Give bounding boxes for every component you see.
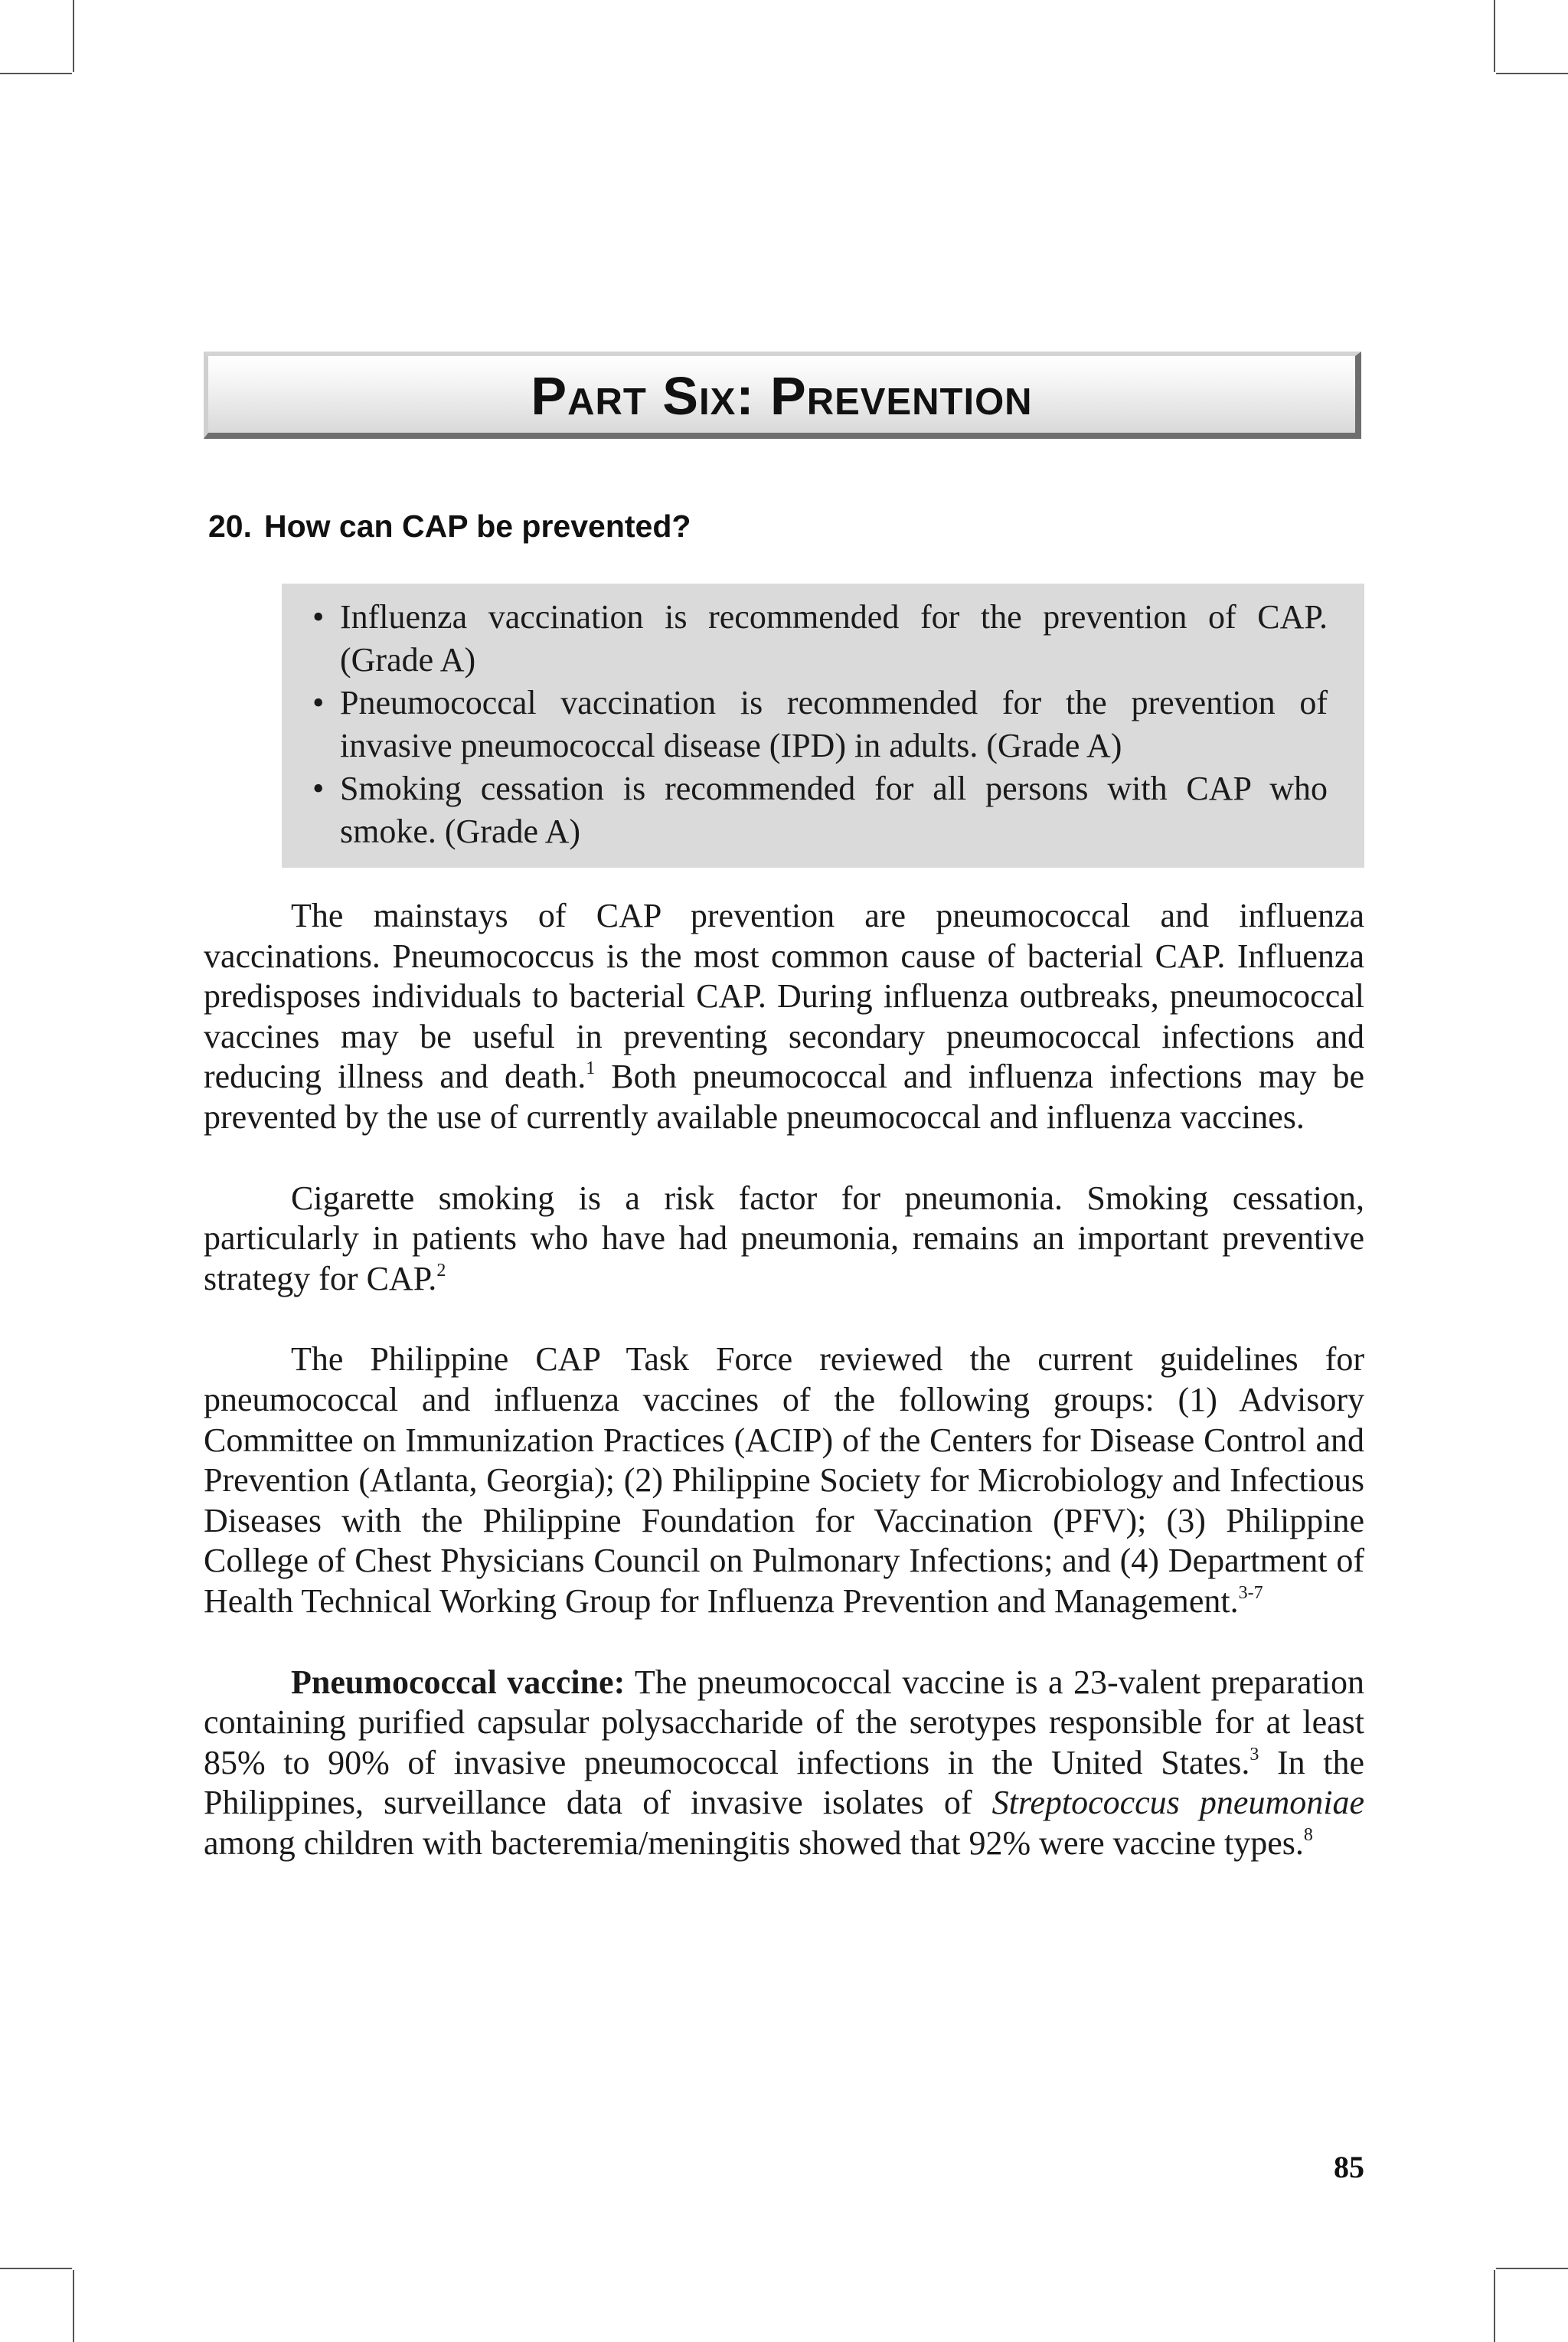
bullet-icon: •	[312, 684, 325, 721]
recommendations-list	[297, 596, 1328, 853]
recommendations-box	[282, 584, 1364, 868]
paragraph-text: Cigarette smoking is a risk factor for pneumonia. Smoking cessation, particularly in patients who have had pneumonia, remains an important preventive strategy for CAP.	[204, 1179, 1364, 1297]
bullet-icon: •	[312, 770, 325, 807]
crop-mark-bottom-right-horizontal	[1496, 2268, 1568, 2269]
crop-mark-bottom-left-horizontal	[0, 2268, 72, 2269]
citation-superscript: 3-7	[1238, 1582, 1263, 1603]
paragraph-pneumococcal-vaccine	[204, 1663, 1364, 1864]
citation-superscript: 8	[1303, 1824, 1313, 1845]
paragraph-vaccination-mainstays	[204, 896, 1364, 1138]
paragraph-smoking	[204, 1179, 1364, 1300]
recommendation-text: Smoking cessation is recommended for all persons with CAP who smoke. (Grade A)	[340, 770, 1328, 850]
crop-mark-top-left-vertical	[73, 0, 74, 72]
page-number: 85	[1334, 2150, 1364, 2184]
part-title: Part Six: Prevention	[531, 366, 1033, 426]
recommendation-item	[297, 596, 1328, 682]
citation-superscript: 3	[1250, 1744, 1259, 1765]
crop-mark-top-right-vertical	[1494, 0, 1495, 72]
recommendation-text: Influenza vaccination is recommended for the prevention of CAP. (Grade A)	[340, 598, 1328, 679]
question-number: 20.	[208, 509, 252, 544]
crop-mark-bottom-left-vertical	[73, 2270, 74, 2342]
paragraph-text: The pneumococcal vaccine is a 23-valent preparation containing purified capsular polysaccharide of the serotypes responsible for at least 85% to 90% of invasive pneumococcal infections in the United States.	[204, 1663, 1364, 1781]
crop-mark-top-left-horizontal	[0, 73, 72, 74]
crop-mark-top-right-horizontal	[1496, 73, 1568, 74]
recommendation-item	[297, 767, 1328, 853]
species-name: Streptococcus pneumoniae	[991, 1784, 1364, 1822]
bullet-icon: •	[312, 598, 325, 636]
paragraph-text: In the Philippines, surveillance data of invasive isolates of	[204, 1743, 1365, 1822]
paragraph-text: Both pneumococcal and influenza infections may be prevented by the use of currently available pneumococcal and influenza vaccines.	[204, 1058, 1364, 1136]
question-heading	[208, 509, 691, 545]
body-text	[204, 896, 1364, 1904]
question-text: How can CAP be prevented?	[264, 509, 691, 544]
part-header-banner	[204, 352, 1361, 439]
citation-superscript: 1	[586, 1058, 596, 1079]
recommendation-item	[297, 682, 1328, 767]
citation-superscript: 2	[436, 1260, 446, 1281]
paragraph-text: The mainstays of CAP prevention are pneumococcal and influenza vaccinations. Pneumococcus is the most common cause of bacterial CAP. Influenza predisposes individuals to bacterial CAP. During influenza outbreaks, pneumococcal vaccines may be useful in preventing secondary pneumococcal infections and reducing illness and death.	[204, 897, 1364, 1096]
crop-mark-bottom-right-vertical	[1494, 2270, 1495, 2342]
paragraph-text: The Philippine CAP Task Force reviewed the current guidelines for pneumococcal and influenza vaccines of the following groups: (1) Advisory Committee on Immunization Practices (ACIP) of the Centers for Disease Control and Prevention (Atlanta, Georgia); (2) Philippine Society for Microbiology and Infectious Diseases with the Philippine Foundation for Vaccination (PFV); (3) Philippine College of Chest Physicians Council on Pulmonary Infections; and (4) Department of Health Technical Working Group for Influenza Prevention and Management.	[204, 1340, 1364, 1620]
paragraph-text: among children with bacteremia/meningitis showed that 92% were vaccine types.	[204, 1824, 1304, 1862]
paragraph-lead-in: Pneumococcal vaccine:	[291, 1663, 626, 1701]
paragraph-task-force	[204, 1339, 1364, 1621]
recommendation-text: Pneumococcal vaccination is recommended for the prevention of invasive pneumococcal disease (IPD) in adults. (Grade A)	[340, 684, 1328, 764]
